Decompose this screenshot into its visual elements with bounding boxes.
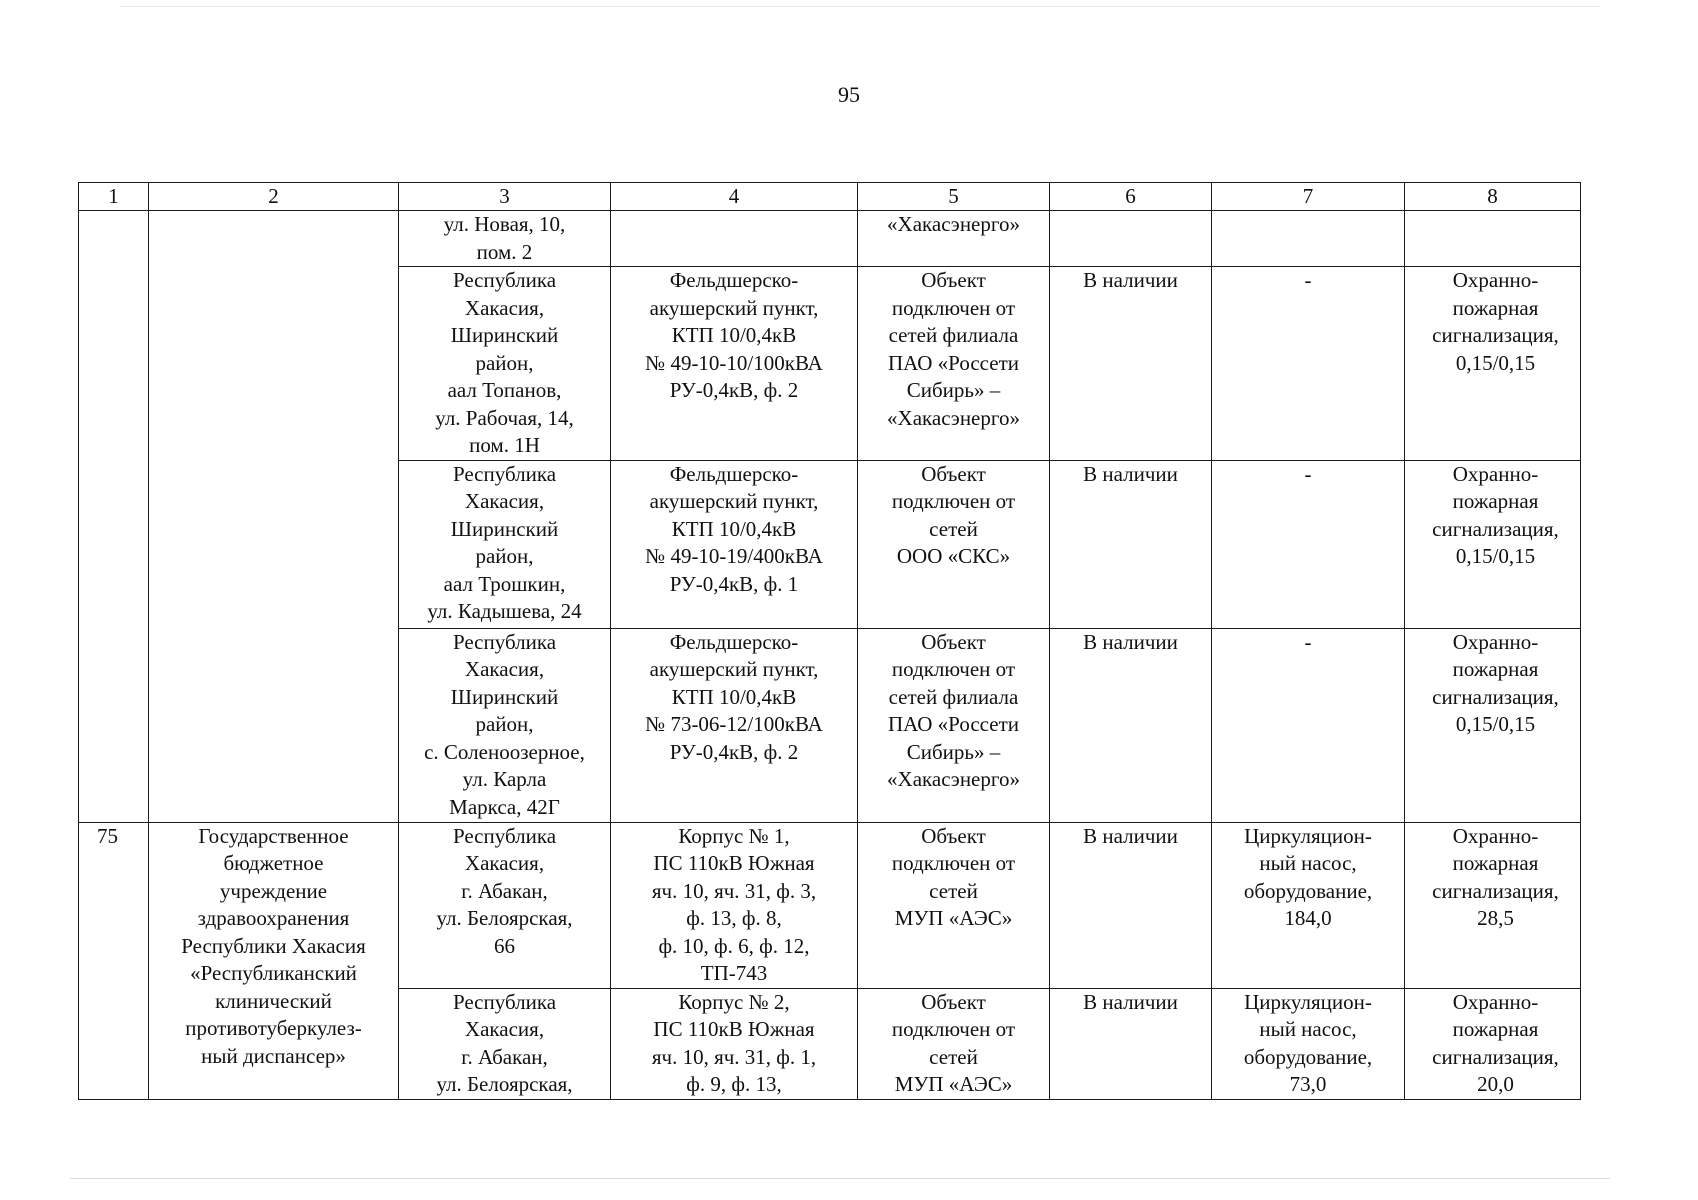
connection-cell: Объект подключен от сетей филиала ПАО «Россети Сибирь» – «Хакасэнерго» <box>858 267 1050 461</box>
column-header: 1 <box>79 183 149 211</box>
security-cell: Охранно- пожарная сигнализация, 28,5 <box>1405 822 1581 988</box>
column-header: 7 <box>1212 183 1405 211</box>
security-cell: Охранно- пожарная сигнализация, 20,0 <box>1405 988 1581 1099</box>
scan-noise-line <box>70 1178 1610 1179</box>
equipment-cell: - <box>1212 267 1405 461</box>
equipment-cell: Циркуляцион- ный насос, оборудование, 73,0 <box>1212 988 1405 1099</box>
address-cell: Республика Хакасия, г. Абакан, ул. Белоярская, <box>399 988 611 1099</box>
address-cell: Республика Хакасия, Ширинский район, аал Трошкин, ул. Кадышева, 24 <box>399 460 611 628</box>
availability-cell: В наличии <box>1050 822 1212 988</box>
connection-cell: «Хакасэнерго» <box>858 211 1050 267</box>
connection-cell: Объект подключен от сетей МУП «АЭС» <box>858 822 1050 988</box>
connection-cell: Объект подключен от сетей филиала ПАО «Россети Сибирь» – «Хакасэнерго» <box>858 628 1050 822</box>
supply-cell: Фельдшерско- акушерский пункт, КТП 10/0,4кВ № 73-06-12/100кВА РУ-0,4кВ, ф. 2 <box>611 628 858 822</box>
column-header: 3 <box>399 183 611 211</box>
table-header-row <box>79 183 1581 211</box>
column-header: 2 <box>149 183 399 211</box>
availability-cell: В наличии <box>1050 267 1212 461</box>
column-header: 4 <box>611 183 858 211</box>
supply-cell: Фельдшерско- акушерский пункт, КТП 10/0,4кВ № 49-10-10/100кВА РУ-0,4кВ, ф. 2 <box>611 267 858 461</box>
scan-noise-line <box>120 6 1600 7</box>
supply-cell: Корпус № 1, ПС 110кВ Южная яч. 10, яч. 31, ф. 3, ф. 13, ф. 8, ф. 10, ф. 6, ф. 12, ТП-743 <box>611 822 858 988</box>
entry-number-cell: 75 <box>79 822 149 1099</box>
availability-cell <box>1050 211 1212 267</box>
table-row <box>79 822 1581 988</box>
availability-cell: В наличии <box>1050 988 1212 1099</box>
security-cell <box>1405 211 1581 267</box>
equipment-cell: - <box>1212 628 1405 822</box>
security-cell: Охранно- пожарная сигнализация, 0,15/0,15 <box>1405 267 1581 461</box>
column-header: 8 <box>1405 183 1581 211</box>
equipment-cell <box>1212 211 1405 267</box>
equipment-cell: Циркуляцион- ный насос, оборудование, 184,0 <box>1212 822 1405 988</box>
supply-cell <box>611 211 858 267</box>
security-cell: Охранно- пожарная сигнализация, 0,15/0,15 <box>1405 628 1581 822</box>
address-cell: Республика Хакасия, г. Абакан, ул. Белоярская, 66 <box>399 822 611 988</box>
column-header: 5 <box>858 183 1050 211</box>
column-header: 6 <box>1050 183 1212 211</box>
connection-cell: Объект подключен от сетей ООО «СКС» <box>858 460 1050 628</box>
security-cell: Охранно- пожарная сигнализация, 0,15/0,15 <box>1405 460 1581 628</box>
address-cell: ул. Новая, 10, пом. 2 <box>399 211 611 267</box>
institution-cell: Государственное бюджетное учреждение здравоохранения Республики Хакасия «Республиканский клинический противотуберкулез- ный диспансер» <box>149 822 399 1099</box>
availability-cell: В наличии <box>1050 460 1212 628</box>
entry-number-cell <box>79 211 149 823</box>
availability-cell: В наличии <box>1050 628 1212 822</box>
address-cell: Республика Хакасия, Ширинский район, с. Соленоозерное, ул. Карла Маркса, 42Г <box>399 628 611 822</box>
connection-cell: Объект подключен от сетей МУП «АЭС» <box>858 988 1050 1099</box>
table-row <box>79 211 1581 267</box>
address-cell: Республика Хакасия, Ширинский район, аал Топанов, ул. Рабочая, 14, пом. 1Н <box>399 267 611 461</box>
supply-cell: Корпус № 2, ПС 110кВ Южная яч. 10, яч. 31, ф. 1, ф. 9, ф. 13, <box>611 988 858 1099</box>
equipment-cell: - <box>1212 460 1405 628</box>
institution-cell <box>149 211 399 823</box>
supply-cell: Фельдшерско- акушерский пункт, КТП 10/0,4кВ № 49-10-19/400кВА РУ-0,4кВ, ф. 1 <box>611 460 858 628</box>
data-table <box>78 182 1581 1100</box>
page-number: 95 <box>838 82 860 107</box>
